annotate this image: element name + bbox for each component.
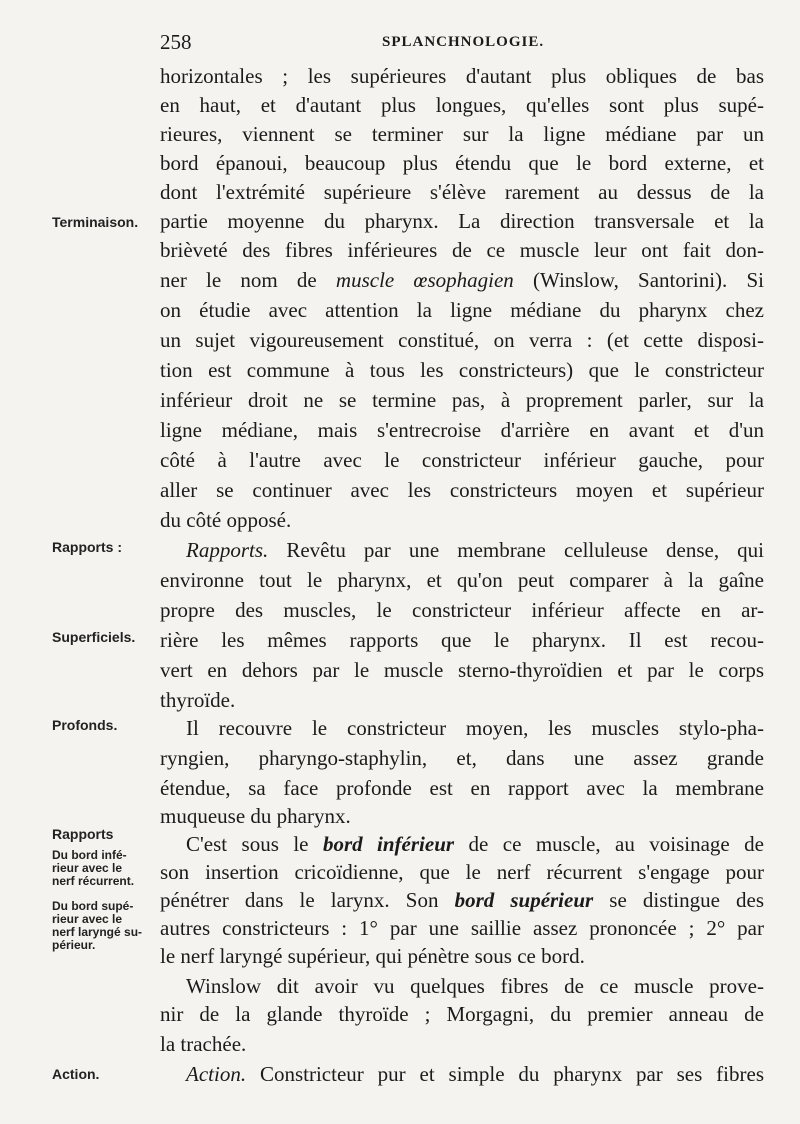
text-line (160, 536, 764, 564)
margin-note-superficiels: Superficiels. (52, 629, 136, 645)
page-number: 258 (160, 30, 192, 54)
text-line: aller se continuer avec les constricteurs moyen et supérieur (160, 478, 764, 502)
text-line: un sujet vigoureusement constitué, on verra : (et cette disposi- (160, 328, 764, 352)
text-line: côté à l'autre avec le constricteur inférieur gauche, pour (160, 448, 764, 472)
text-run: ner le nom de (160, 268, 336, 292)
margin-note-rapports: Rapports : (52, 539, 122, 555)
text-line: son insertion cricoïdienne, que le nerf récurrent s'engage pour (160, 860, 764, 884)
text-line: rière les mêmes rapports que le pharynx. Il est recou- (160, 628, 764, 652)
text-line: Il recouvre le constricteur moyen, les muscles stylo-pha- (186, 716, 764, 740)
section-heading: Action. (186, 1062, 247, 1086)
text-run: de ce muscle, au voisinage de (454, 832, 764, 856)
text-line: autres constricteurs : 1° par une saillie assez prononcée ; 2° par (160, 916, 764, 940)
text-line: tion est commune à tous les constricteurs) que le constricteur (160, 358, 764, 382)
margin-line: Du bord infé- (52, 848, 127, 862)
text-line: brièveté des fibres inférieures de ce muscle leur ont fait don- (160, 238, 764, 262)
text-run: pénétrer dans le larynx. Son (160, 888, 455, 912)
text-line: en haut, et d'autant plus longues, qu'elles sont plus supé- (160, 93, 764, 117)
margin-note-bord-inferieur (52, 849, 154, 888)
text-line: dont l'extrémité supérieure s'élève rarement au dessus de la (160, 180, 764, 204)
text-line: étendue, sa face profonde est en rapport avec la membrane (160, 776, 764, 800)
margin-line: rieur avec le (52, 912, 123, 926)
text-line: partie moyenne du pharynx. La direction transversale et la (160, 209, 764, 233)
margin-note-terminaison: Terminaison. (52, 214, 139, 230)
text-run: (Winslow, Santorini). Si (513, 268, 764, 292)
text-run: Revêtu par une membrane celluleuse dense, qui (268, 538, 764, 562)
text-line: on étudie avec attention la ligne médiane du pharynx chez (160, 298, 764, 322)
margin-note-action: Action. (52, 1066, 100, 1082)
text-line: la trachée. (160, 1032, 247, 1056)
section-heading: Rapports. (186, 538, 269, 562)
text-line: propre des muscles, le constricteur inférieur affecte en ar- (160, 598, 764, 622)
margin-line: rieur avec le (52, 861, 123, 875)
emphasis-term: bord supérieur (454, 888, 594, 912)
text-line: rieures, viennent se terminer sur la ligne médiane par un (160, 122, 764, 146)
text-line: Winslow dit avoir vu quelques fibres de ce muscle prove- (186, 974, 764, 998)
text-line (160, 830, 764, 858)
text-run: C'est sous le (186, 832, 323, 856)
text-line: thyroïde. (160, 688, 236, 712)
text-line: bord épanoui, beaucoup plus étendu que le bord externe, et (160, 151, 764, 175)
text-line: nir de la glande thyroïde ; Morgagni, du premier anneau de (160, 1002, 764, 1026)
text-line: le nerf laryngé supérieur, qui pénètre sous ce bord. (160, 944, 585, 968)
page-header (160, 30, 764, 56)
text-line: ligne médiane, mais s'entrecroise d'arrière en avant et d'un (160, 418, 764, 442)
text-line: environne tout le pharynx, et qu'on peut comparer à la gaîne (160, 568, 764, 592)
margin-note-rapports-bord: Rapports (52, 826, 114, 842)
margin-note-bord-superieur (52, 900, 154, 952)
text-line (160, 266, 764, 294)
text-run: Constricteur pur et simple du pharynx par ses fibres (246, 1062, 764, 1086)
text-line: muqueuse du pharynx. (160, 804, 351, 828)
text-line: horizontales ; les supérieures d'autant plus obliques de bas (160, 64, 764, 88)
text-line (160, 886, 764, 914)
margin-line: nerf laryngé su- (52, 925, 143, 939)
emphasis-term: muscle œsophagien (335, 268, 514, 292)
text-line: vert en dehors par le muscle sterno-thyroïdien et par le corps (160, 658, 764, 682)
text-run: se distingue des (593, 888, 765, 912)
margin-note-profonds: Profonds. (52, 717, 118, 733)
margin-line: périeur. (52, 938, 96, 952)
running-head: SPLANCHNOLOGIE. (382, 34, 545, 50)
margin-line: Du bord supé- (52, 899, 134, 913)
text-line: ryngien, pharyngo-staphylin, et, dans une assez grande (160, 746, 764, 770)
text-line: inférieur droit ne se termine pas, à proprement parler, sur la (160, 388, 764, 412)
emphasis-term: bord inférieur (322, 832, 455, 856)
text-line: du côté opposé. (160, 508, 292, 532)
text-line (160, 1060, 764, 1088)
margin-line: nerf récurrent. (52, 874, 135, 888)
